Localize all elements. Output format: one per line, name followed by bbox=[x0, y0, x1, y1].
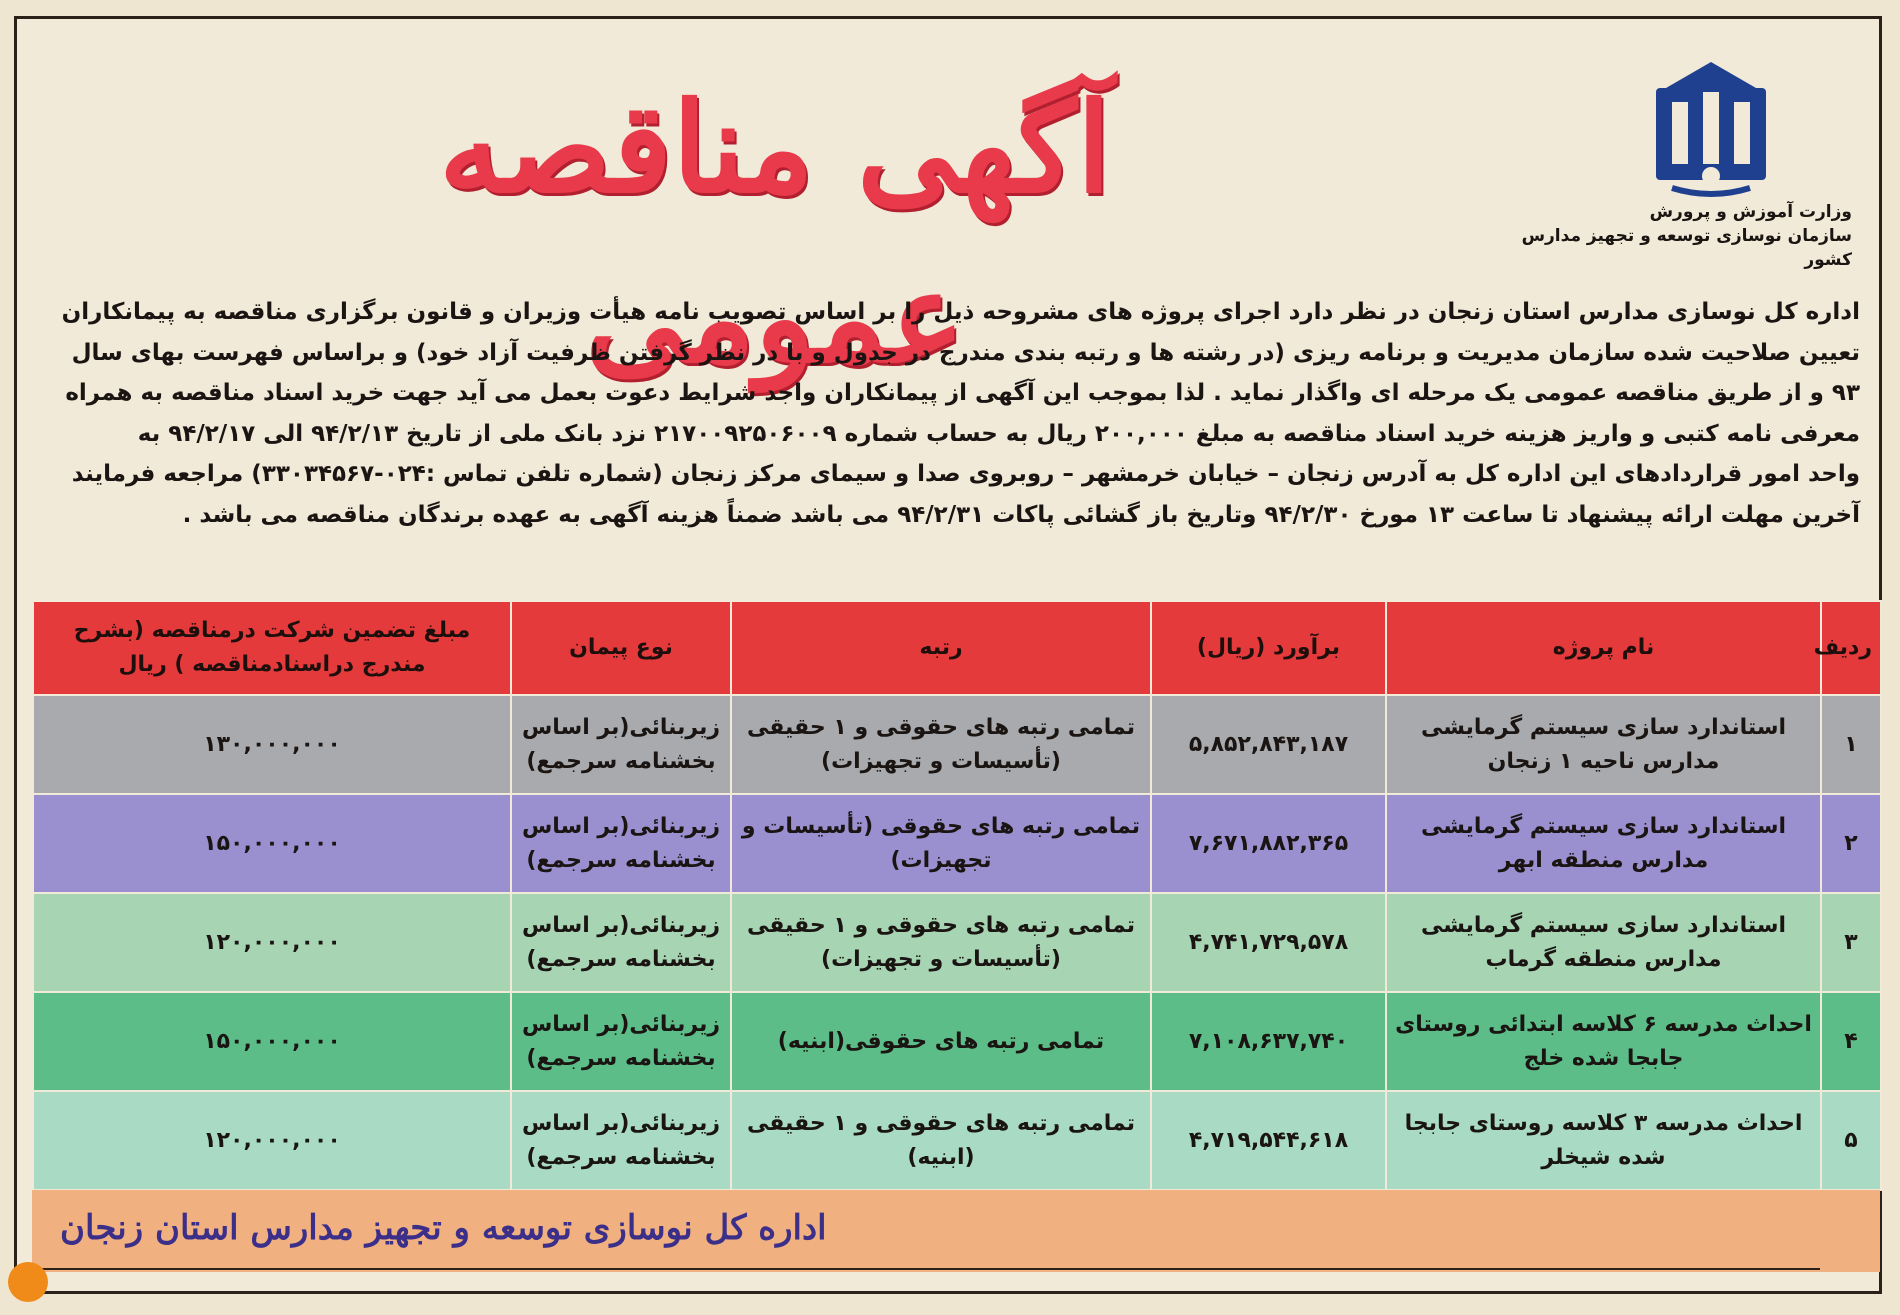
corner-dot-icon bbox=[8, 1262, 48, 1302]
intro-line: معرفی نامه کتبی و واریز هزینه خرید اسناد مناقصه به مبلغ ۲۰۰,۰۰۰ ریال به حساب شماره ۲۱۷۰۰۹۲۵۰۶۰۰۹ نزد بانک ملی از تاریخ ۹۴/۲/۱۳ الی ۹۴/۲/۱۷ به bbox=[137, 420, 1860, 447]
cell-guarantee: ۱۲۰,۰۰۰,۰۰۰ bbox=[33, 1091, 511, 1190]
cell-contract-type: زیربنائی(بر اساس بخشنامه سرجمع) bbox=[511, 893, 731, 992]
cell-estimate: ۷,۱۰۸,۶۳۷,۷۴۰ bbox=[1151, 992, 1386, 1091]
cell-guarantee: ۱۲۰,۰۰۰,۰۰۰ bbox=[33, 893, 511, 992]
cell-contract-type: زیربنائی(بر اساس بخشنامه سرجمع) bbox=[511, 695, 731, 794]
cell-guarantee: ۱۳۰,۰۰۰,۰۰۰ bbox=[33, 695, 511, 794]
table-row bbox=[33, 893, 1881, 992]
header-row-number: ردیف bbox=[1821, 601, 1881, 695]
cell-contract-type: زیربنائی(بر اساس بخشنامه سرجمع) bbox=[511, 1091, 731, 1190]
cell-row-number: ۱ bbox=[1821, 695, 1881, 794]
cell-row-number: ۴ bbox=[1821, 992, 1881, 1091]
table-row bbox=[33, 992, 1881, 1091]
cell-grade: تمامی رتبه های حقوقی و ۱ حقیقی (تأسیسات و تجهیزات) bbox=[731, 893, 1151, 992]
table-row bbox=[33, 794, 1881, 893]
cell-project-name: احداث مدرسه ۳ کلاسه روستای جابجا شده شیخلر bbox=[1386, 1091, 1821, 1190]
cell-row-number: ۵ bbox=[1821, 1091, 1881, 1190]
cell-project-name: استاندارد سازی سیستم گرمایشی مدارس منطقه گرماب bbox=[1386, 893, 1821, 992]
cell-estimate: ۵,۸۵۲,۸۴۳,۱۸۷ bbox=[1151, 695, 1386, 794]
cell-estimate: ۴,۷۱۹,۵۴۴,۶۱۸ bbox=[1151, 1091, 1386, 1190]
footer-text: اداره کل نوسازی توسعه و تجهیز مدارس استان زنجان bbox=[60, 1208, 827, 1248]
ministry-line-2: سازمان نوسازی توسعه و تجهیز مدارس کشور bbox=[1521, 226, 1852, 270]
page-title: آگهی مناقصه عمومی bbox=[438, 76, 1112, 391]
table-row bbox=[33, 695, 1881, 794]
ministry-line-1: وزارت آموزش و پرورش bbox=[1649, 202, 1852, 222]
cell-estimate: ۴,۷۴۱,۷۲۹,۵۷۸ bbox=[1151, 893, 1386, 992]
ministry-name bbox=[1472, 200, 1852, 272]
header-guarantee: مبلغ تضمین شرکت درمناقصه (بشرح مندرج دراسنادمناقصه ) ریال bbox=[33, 601, 511, 695]
cell-guarantee: ۱۵۰,۰۰۰,۰۰۰ bbox=[33, 992, 511, 1091]
cell-contract-type: زیربنائی(بر اساس بخشنامه سرجمع) bbox=[511, 794, 731, 893]
intro-line: ۹۳ و از طریق مناقصه عمومی یک مرحله ای واگذار نماید . لذا بموجب این آگهی از پیمانکاران واجد شرایط دعوت بعمل می آید جهت خرید اسناد مناقصه به همراه bbox=[65, 380, 1860, 406]
intro-paragraph bbox=[44, 292, 1860, 535]
cell-guarantee: ۱۵۰,۰۰۰,۰۰۰ bbox=[33, 794, 511, 893]
ministry-logo-icon bbox=[1652, 58, 1770, 198]
cell-estimate: ۷,۶۷۱,۸۸۲,۳۶۵ bbox=[1151, 794, 1386, 893]
intro-line: واحد امور قراردادهای این اداره کل به آدرس زنجان – خیابان خرمشهر – روبروی صدا و سیمای مرکز زنجان (شماره تلفن تماس :۰۲۴-۳۳۰۳۴۵۶۷) مراجعه فرمایند bbox=[71, 461, 1860, 487]
footer-organization bbox=[60, 1208, 960, 1248]
intro-line: تعیین صلاحیت شده سازمان مدیریت و برنامه ریزی (در رشته ها و رتبه بندی مندرج در جدول و با در نظر گرفتن ظرفیت آزاد خود) و براساس فهرست بهای سال bbox=[71, 339, 1860, 366]
cell-grade: تمامی رتبه های حقوقی (تأسیسات و تجهیزات) bbox=[731, 794, 1151, 893]
cell-row-number: ۳ bbox=[1821, 893, 1881, 992]
cell-project-name: استاندارد سازی سیستم گرمایشی مدارس ناحیه ۱ زنجان bbox=[1386, 695, 1821, 794]
header-project-name: نام پروژه bbox=[1386, 601, 1821, 695]
header-estimate: برآورد (ریال) bbox=[1151, 601, 1386, 695]
cell-grade: تمامی رتبه های حقوقی(ابنیه) bbox=[731, 992, 1151, 1091]
cell-row-number: ۲ bbox=[1821, 794, 1881, 893]
header-grade: رتبه bbox=[731, 601, 1151, 695]
table-row bbox=[33, 1091, 1881, 1190]
footer-divider bbox=[30, 1268, 1820, 1270]
cell-project-name: استاندارد سازی سیستم گرمایشی مدارس منطقه ابهر bbox=[1386, 794, 1821, 893]
cell-grade: تمامی رتبه های حقوقی و ۱ حقیقی (تأسیسات و تجهیزات) bbox=[731, 695, 1151, 794]
intro-line: اداره کل نوسازی مدارس استان زنجان در نظر دارد اجرای پروژه های مشروحه ذیل را بر اساس تصویب نامه هیأت وزیران و قانون برگزاری مناقصه به پیمانکاران bbox=[61, 299, 1860, 325]
intro-line: آخرین مهلت ارائه پیشنهاد تا ساعت ۱۳ مورخ ۹۴/۲/۳۰ وتاریخ باز گشائی پاکات ۹۴/۲/۳۱ می باشد ضمناً هزینه آگهی به عهده برندگان مناقصه می باشد . bbox=[182, 501, 1860, 528]
cell-grade: تمامی رتبه های حقوقی و ۱ حقیقی (ابنیه) bbox=[731, 1091, 1151, 1190]
header-contract-type: نوع پیمان bbox=[511, 601, 731, 695]
table-header-row bbox=[33, 601, 1881, 695]
cell-project-name: احداث مدرسه ۶ کلاسه ابتدائی روستای جابجا شده خلج bbox=[1386, 992, 1821, 1091]
projects-table bbox=[32, 600, 1882, 1191]
cell-contract-type: زیربنائی(بر اساس بخشنامه سرجمع) bbox=[511, 992, 731, 1091]
